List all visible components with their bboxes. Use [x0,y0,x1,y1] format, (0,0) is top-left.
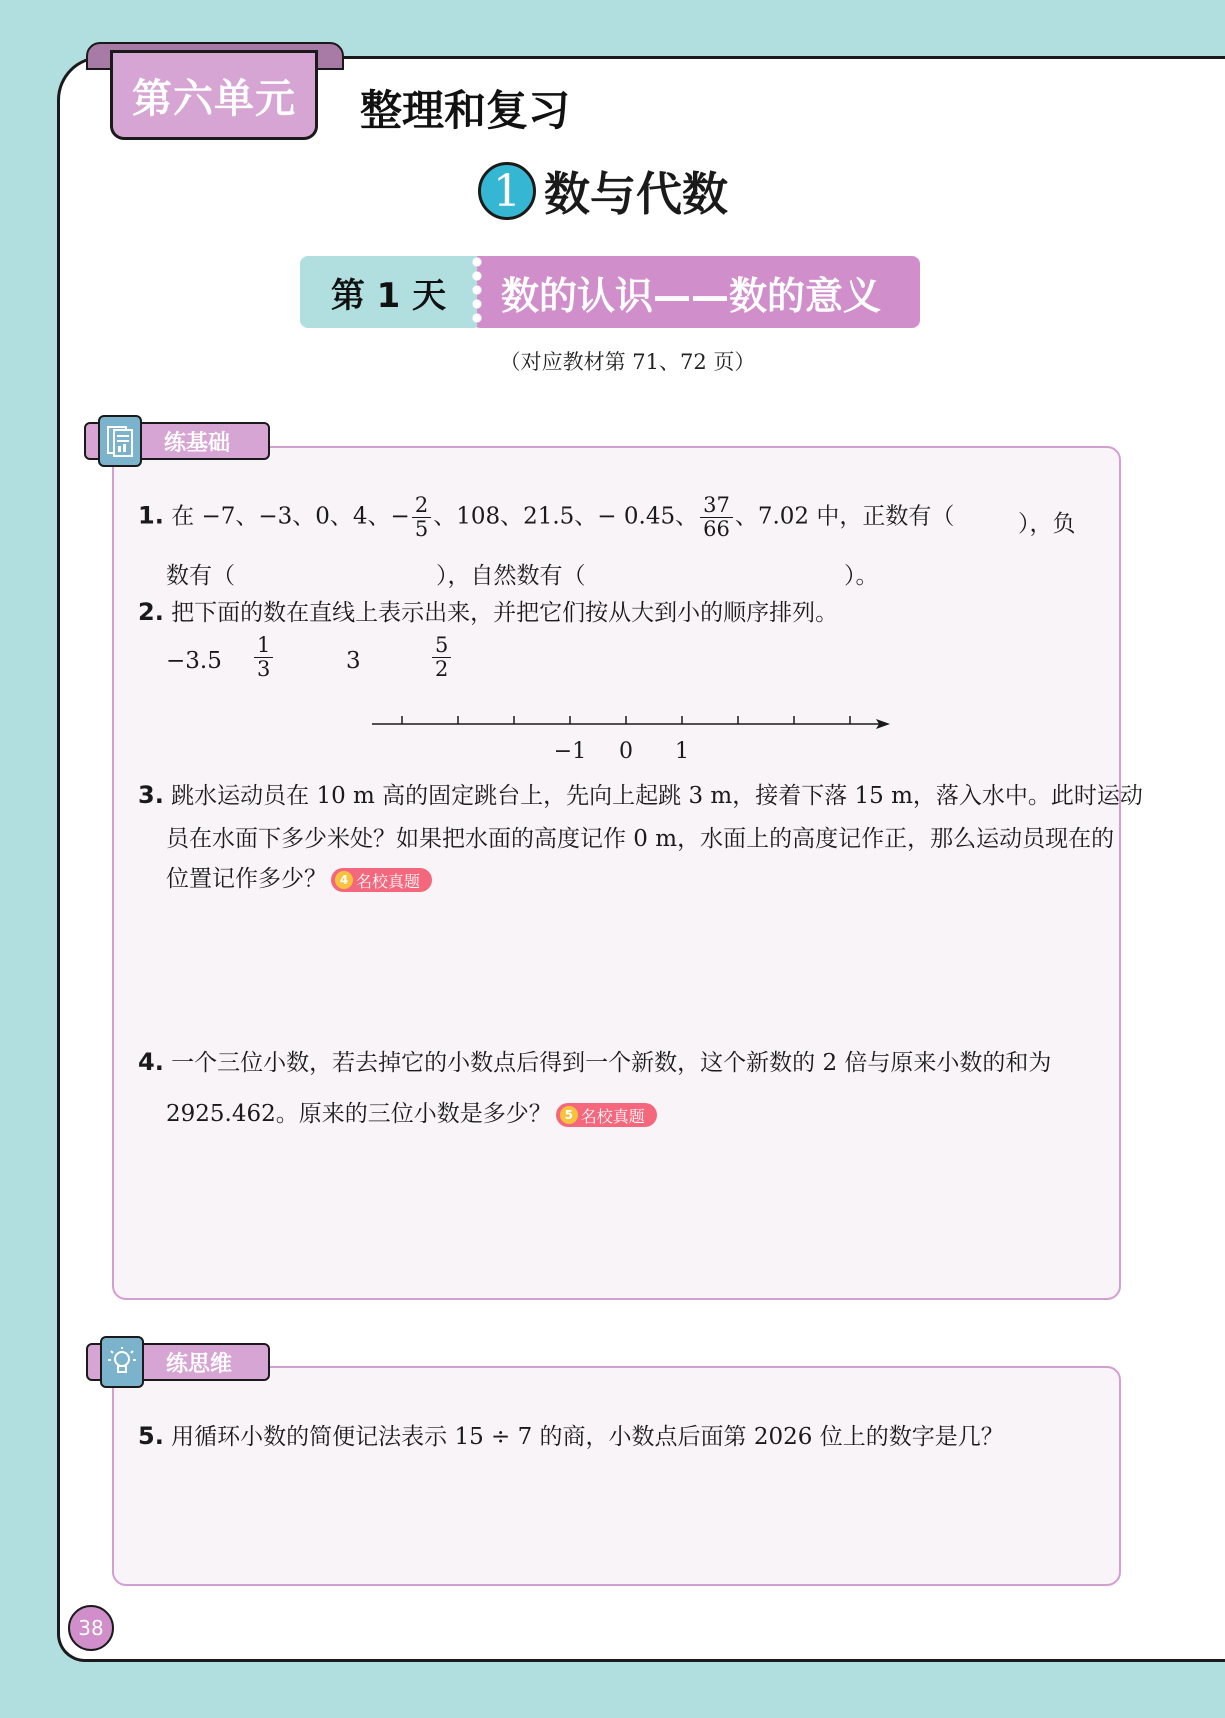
textbook-reference: （对应教材第 71、72 页） [499,350,756,374]
question-4 [138,1047,1051,1078]
axis-label-1: 1 [675,739,689,764]
question-number: 2. [138,598,164,626]
star-icon: 4 [335,871,353,889]
q3-line2: 员在水面下多少米处？如果把水面的高度记作 0 m，水面上的高度记作正，那么运动员现在的 [166,826,1115,852]
q1-close-positive: ），负 [1018,511,1076,537]
question-number: 1. [138,501,164,530]
lesson-number-badge: 1 [478,162,536,220]
section-label-thinking: 练思维 [166,1351,233,1377]
document-chart-icon [98,415,142,467]
q1-text-mid: 、108、21.5、− 0.45、 [433,503,699,530]
q4-line1: 一个三位小数，若去掉它的小数点后得到一个新数，这个新数的 2 倍与原来小数的和为 [171,1050,1052,1076]
q1-text-pre: 在 −7、−3、0、4、− [171,503,410,530]
q2-text: 把下面的数在直线上表示出来，并把它们按从大到小的顺序排列。 [171,600,839,626]
question-number: 4. [138,1048,164,1076]
q5-text: 用循环小数的简便记法表示 15 ÷ 7 的商，小数点后面第 2026 位上的数字是几？ [171,1424,1004,1450]
unit-title: 整理和复习 [360,86,571,135]
q1-line2-negative: 数有（ [166,563,235,589]
question-number: 5. [138,1422,164,1450]
section-label-basic: 练基础 [164,430,231,456]
unit-tab-label: 第六单元 [132,75,296,122]
question-number: 3. [138,781,164,809]
question-2 [138,597,838,628]
lesson-title-text: 数与代数 [544,167,728,221]
q1-text-post: 、7.02 中，正数有（ [734,503,955,530]
banner-divider [477,256,489,328]
q2-number-a: −3.5 [166,648,222,674]
question-3 [138,780,1143,811]
lightbulb-icon [100,1336,144,1388]
q3-line3: 位置记作多少？ 4 名校真题 [166,860,432,893]
famous-school-badge: 5 名校真题 [556,1103,657,1127]
thinking-practice-box [112,1366,1121,1586]
day-label: 第 1 天 [300,256,477,328]
famous-school-badge: 4 名校真题 [331,868,432,892]
number-line [370,704,900,764]
q2-fraction-5-2: $\frac{5}{2}$ [430,634,453,681]
day-banner [300,256,920,328]
q1-line2-end: ）。 [844,563,879,589]
q2-number-c: 3 [346,648,361,674]
question-1 [138,494,954,541]
day-topic: 数的认识——数的意义 [489,256,920,328]
fraction-37-66: $\frac{37}{66}$ [700,494,733,541]
q2-fraction-1-3: $\frac{1}{3}$ [252,634,275,681]
q3-line1: 跳水运动员在 10 m 高的固定跳台上，先向上起跳 3 m，接着下落 15 m，落入水中。此时运动 [171,783,1143,809]
star-icon: 5 [560,1106,578,1124]
fraction-2-5: $\frac{2}{5}$ [412,494,431,541]
q4-line2: 2925.462。原来的三位小数是多少？ 5 名校真题 [166,1095,657,1128]
unit-tab [110,50,318,140]
axis-label-0: 0 [619,739,633,764]
lesson-title [478,158,728,224]
q1-line2-natural: ），自然数有（ [436,563,586,589]
page-number: 38 [68,1605,114,1651]
question-5 [138,1421,1004,1452]
axis-label-neg1: −1 [553,739,587,764]
